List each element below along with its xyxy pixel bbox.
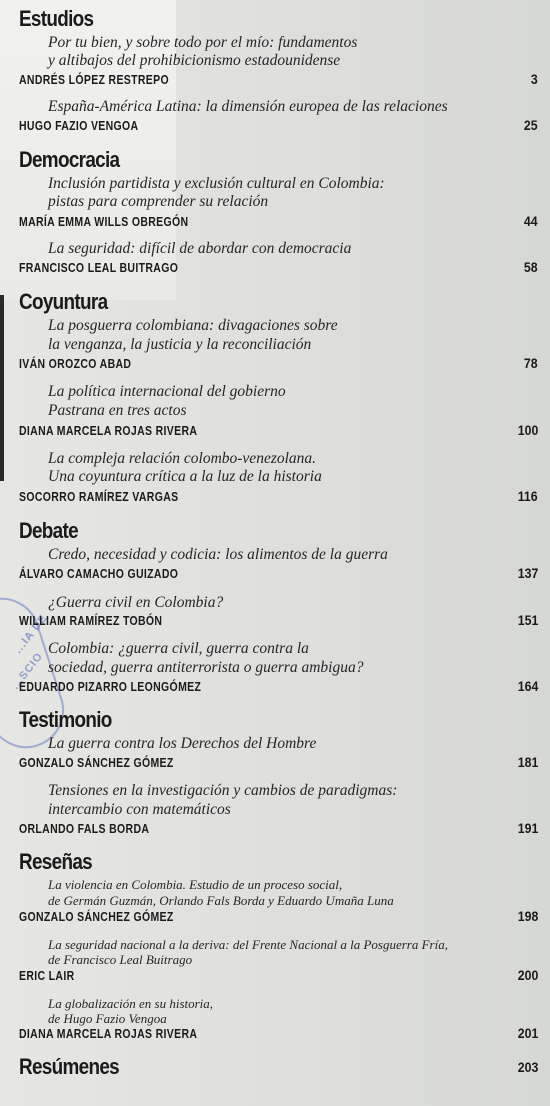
article-author: MARÍA EMMA WILLS OBREGÓN [19, 215, 189, 229]
article-title-line: la venganza, la justicia y la reconciliación [48, 336, 312, 353]
article-author: ANDRÉS LÓPEZ RESTREPO [19, 73, 169, 87]
page-number: 151 [517, 612, 538, 628]
section-title: Reseñas [19, 849, 93, 874]
article-title-line: La violencia en Colombia. Estudio de un proceso social, [48, 877, 343, 892]
page-number: 201 [517, 1025, 538, 1041]
page-number: 116 [518, 488, 538, 504]
stamp-text: ...SCIO [9, 650, 46, 692]
article-title-line: Colombia: ¿guerra civil, guerra contra la [48, 640, 309, 657]
page-number: 191 [517, 820, 538, 836]
page-number: 137 [517, 565, 538, 581]
page-number: 78 [524, 355, 538, 371]
page-number: 58 [524, 259, 538, 275]
article-author: ERIC LAIR [19, 969, 75, 983]
page-number: 44 [524, 213, 538, 229]
page-number: 200 [517, 967, 538, 983]
page-number: 25 [524, 117, 538, 133]
article-title-line: y altibajos del prohibicionismo estadounidense [48, 52, 341, 69]
article-author: WILLIAM RAMÍREZ TOBÓN [19, 614, 163, 628]
article-title-line: Por tu bien, y sobre todo por el mío: fundamentos [48, 34, 358, 51]
section-title: Coyuntura [19, 289, 108, 314]
article-title-line: intercambio con matemáticos [48, 801, 231, 818]
article-title-line: Inclusión partidista y exclusión cultural en Colombia: [48, 175, 385, 192]
article-title-line: La seguridad nacional a la deriva: del Frente Nacional a la Posguerra Fría, [48, 937, 448, 952]
article-author: GONZALO SÁNCHEZ GÓMEZ [19, 910, 174, 924]
article-author: DIANA MARCELA ROJAS RIVERA [19, 424, 198, 438]
stamp-text: ...IA DE [12, 612, 50, 656]
article-author: IVÁN OROZCO ABAD [19, 357, 132, 371]
page-number: 181 [517, 754, 538, 770]
article-title-line: de Germán Guzmán, Orlando Fals Borda y Eduardo Umaña Luna [48, 893, 394, 908]
article-title-line: La compleja relación colombo-venezolana. [48, 450, 317, 467]
section-title: Debate [19, 518, 78, 543]
article-title-line: Tensiones en la investigación y cambios de paradigmas: [48, 782, 398, 799]
page-number: 3 [531, 71, 538, 87]
article-title-line: ¿Guerra civil en Colombia? [48, 594, 224, 611]
article-title-line: sociedad, guerra antiterrorista o guerra ambigua? [48, 659, 364, 676]
article-title-line: La seguridad: difícil de abordar con democracia [48, 240, 352, 257]
article-title-line: La guerra contra los Derechos del Hombre [48, 735, 317, 752]
article-author: ÁLVARO CAMACHO GUIZADO [19, 567, 179, 581]
article-author: DIANA MARCELA ROJAS RIVERA [19, 1027, 198, 1041]
article-author: FRANCISCO LEAL BUITRAGO [19, 261, 179, 275]
article-title-line: La posguerra colombiana: divagaciones sobre [48, 317, 338, 334]
section-title: Testimonio [19, 707, 112, 732]
article-title-line: de Hugo Fazio Vengoa [48, 1011, 167, 1026]
article-title-line: de Francisco Leal Buitrago [48, 952, 193, 967]
article-title-line: Credo, necesidad y codicia: los alimentos de la guerra [48, 546, 388, 563]
page-number: 198 [517, 908, 538, 924]
page-number: 203 [517, 1059, 538, 1075]
article-author: SOCORRO RAMÍREZ VARGAS [19, 490, 179, 504]
article-author: ORLANDO FALS BORDA [19, 822, 150, 836]
margin-bar [0, 295, 4, 481]
article-author: EDUARDO PIZARRO LEONGÓMEZ [19, 680, 202, 694]
page-number: 164 [517, 678, 538, 694]
article-title-line: La política internacional del gobierno [48, 383, 286, 400]
article-title-line: pistas para comprender su relación [48, 193, 269, 210]
article-author: GONZALO SÁNCHEZ GÓMEZ [19, 756, 174, 770]
article-title-line: Pastrana en tres actos [48, 402, 187, 419]
section-title: Democracia [19, 147, 120, 172]
section-title: Estudios [19, 6, 94, 31]
page-number: 100 [517, 422, 538, 438]
section-title: Resúmenes [19, 1054, 120, 1079]
article-author: HUGO FAZIO VENGOA [19, 119, 139, 133]
article-title-line: La globalización en su historia, [48, 996, 214, 1011]
article-title-line: Una coyuntura crítica a la luz de la historia [48, 468, 322, 485]
article-title-line: España-América Latina: la dimensión europea de las relaciones [48, 98, 448, 115]
